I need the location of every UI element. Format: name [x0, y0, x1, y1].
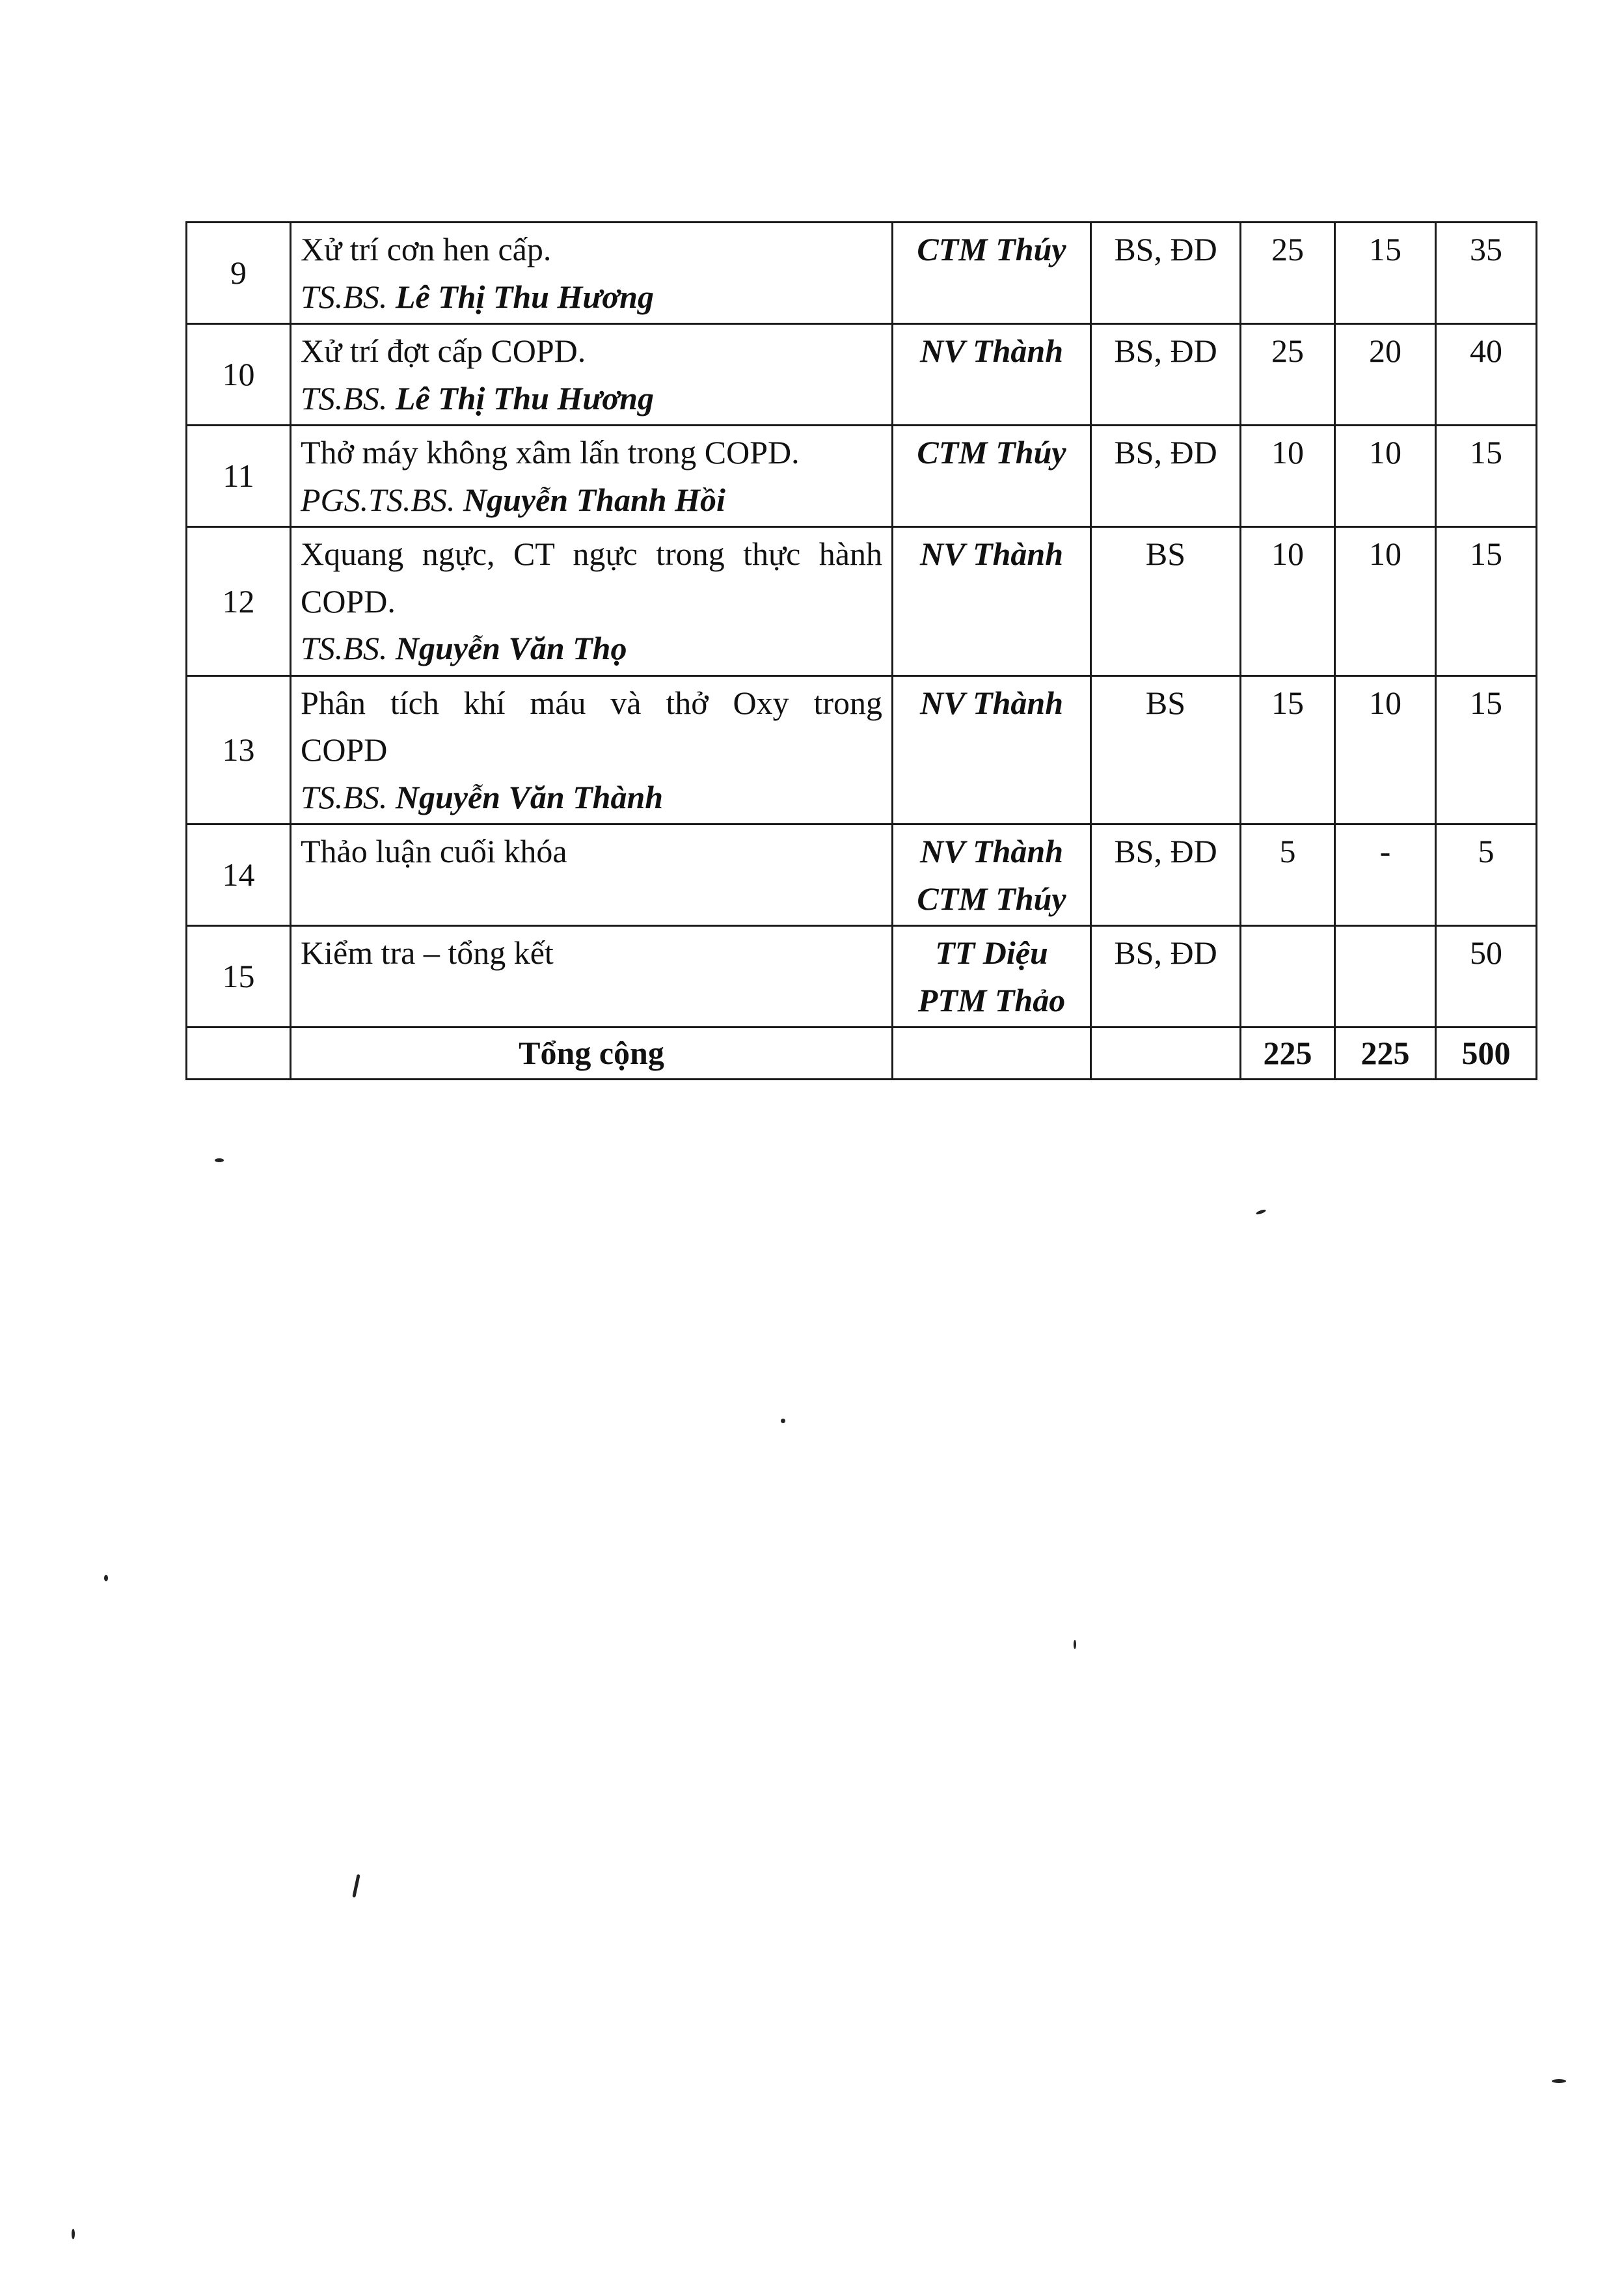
topic-title: Kiểm tra – tổng kết — [301, 934, 554, 971]
practice-cell: - — [1335, 824, 1436, 926]
teacher-name: NV Thành — [919, 684, 1064, 721]
topic-cell — [291, 527, 893, 676]
schedule-table-container — [185, 221, 1536, 1080]
total-cell: 35 — [1436, 223, 1537, 324]
practice-cell: 10 — [1335, 527, 1436, 676]
scan-speck — [781, 1419, 785, 1423]
target-cell: BS, ĐD — [1091, 926, 1241, 1028]
total-row — [187, 1028, 1537, 1080]
theory-cell: 15 — [1241, 675, 1335, 824]
topic-title: Xử trí cơn hen cấp. — [301, 231, 552, 267]
theory-cell — [1241, 926, 1335, 1028]
topic-title-line1: Xquang ngực, CT ngực trong thực hành — [301, 536, 882, 572]
row-number: 13 — [187, 675, 291, 824]
total-cell: 15 — [1436, 426, 1537, 527]
lecturer-name: Nguyễn Văn Thành — [395, 778, 664, 815]
teacher-name: NV Thành — [919, 536, 1064, 572]
teacher-name: CTM Thúy — [917, 880, 1066, 917]
total-practice: 225 — [1335, 1028, 1436, 1080]
target-cell: BS — [1091, 527, 1241, 676]
topic-title: Thở máy không xâm lấn trong COPD. — [301, 434, 800, 470]
row-number: 14 — [187, 824, 291, 926]
teacher-name: CTM Thúy — [917, 231, 1066, 267]
topic-cell — [291, 824, 893, 926]
practice-cell: 20 — [1335, 324, 1436, 426]
topic-title-line1: Phân tích khí máu và thở Oxy trong — [301, 684, 882, 721]
practice-cell — [1335, 926, 1436, 1028]
scan-speck — [1074, 1640, 1076, 1649]
row-number: 12 — [187, 527, 291, 676]
table-row — [187, 527, 1537, 676]
lecturer-degree: TS.BS. — [301, 630, 388, 666]
teacher-cell — [893, 223, 1091, 324]
total-cell: 15 — [1436, 527, 1537, 676]
theory-cell: 25 — [1241, 223, 1335, 324]
teacher-cell — [893, 426, 1091, 527]
teacher-name: TT Diệu — [935, 934, 1048, 971]
target-cell: BS — [1091, 675, 1241, 824]
teacher-cell — [893, 527, 1091, 676]
teacher-cell — [893, 324, 1091, 426]
target-cell: BS, ĐD — [1091, 223, 1241, 324]
lecturer-name: Nguyễn Thanh Hồi — [463, 481, 725, 518]
table-row — [187, 223, 1537, 324]
table-row — [187, 926, 1537, 1028]
total-cell: 15 — [1436, 675, 1537, 824]
scan-speck — [1256, 1208, 1267, 1215]
total-target-cell — [1091, 1028, 1241, 1080]
lecturer-name: Lê Thị Thu Hương — [395, 379, 654, 416]
teacher-name: PTM Thảo — [917, 981, 1066, 1018]
total-cell: 50 — [1436, 926, 1537, 1028]
table-row — [187, 675, 1537, 824]
total-cell: 5 — [1436, 824, 1537, 926]
theory-cell: 25 — [1241, 324, 1335, 426]
practice-cell: 10 — [1335, 675, 1436, 824]
topic-title-line2: COPD. — [301, 582, 396, 620]
total-teacher-cell — [893, 1028, 1091, 1080]
practice-cell: 15 — [1335, 223, 1436, 324]
teacher-cell — [893, 824, 1091, 926]
scan-speck — [104, 1575, 108, 1581]
teacher-name: CTM Thúy — [917, 434, 1066, 470]
scan-speck — [1552, 2079, 1566, 2083]
topic-cell — [291, 675, 893, 824]
total-label: Tổng cộng — [291, 1028, 893, 1080]
lecturer — [301, 375, 882, 422]
lecturer — [301, 476, 882, 524]
lecturer-degree: TS.BS. — [301, 379, 388, 416]
lecturer-degree: TS.BS. — [301, 778, 388, 815]
practice-cell: 10 — [1335, 426, 1436, 527]
course-schedule-table — [185, 221, 1537, 1080]
row-number: 9 — [187, 223, 291, 324]
table-row — [187, 324, 1537, 426]
grand-total: 500 — [1436, 1028, 1537, 1080]
topic-cell — [291, 926, 893, 1028]
total-theory: 225 — [1241, 1028, 1335, 1080]
total-row-number — [187, 1028, 291, 1080]
total-cell: 40 — [1436, 324, 1537, 426]
lecturer — [301, 774, 882, 821]
topic-cell — [291, 223, 893, 324]
topic-cell — [291, 426, 893, 527]
scan-speck — [215, 1158, 224, 1162]
topic-title: Thảo luận cuối khóa — [301, 833, 567, 869]
lecturer — [301, 625, 882, 672]
row-number: 15 — [187, 926, 291, 1028]
lecturer-degree: TS.BS. — [301, 278, 388, 315]
target-cell: BS, ĐD — [1091, 324, 1241, 426]
table-row — [187, 824, 1537, 926]
teacher-name: NV Thành — [919, 833, 1064, 869]
target-cell: BS, ĐD — [1091, 824, 1241, 926]
scan-speck — [352, 1874, 360, 1898]
topic-title-line2: COPD — [301, 731, 388, 768]
teacher-cell — [893, 926, 1091, 1028]
lecturer-name: Nguyễn Văn Thọ — [395, 630, 627, 666]
table-row — [187, 426, 1537, 527]
lecturer — [301, 273, 882, 321]
scan-speck — [72, 2229, 75, 2239]
row-number: 10 — [187, 324, 291, 426]
target-cell: BS, ĐD — [1091, 426, 1241, 527]
theory-cell: 10 — [1241, 527, 1335, 676]
theory-cell: 10 — [1241, 426, 1335, 527]
topic-cell — [291, 324, 893, 426]
row-number: 11 — [187, 426, 291, 527]
lecturer-degree: PGS.TS.BS. — [301, 481, 455, 518]
topic-title: Xử trí đợt cấp COPD. — [301, 333, 586, 369]
teacher-name: NV Thành — [919, 333, 1064, 369]
theory-cell: 5 — [1241, 824, 1335, 926]
lecturer-name: Lê Thị Thu Hương — [395, 278, 654, 315]
teacher-cell — [893, 675, 1091, 824]
